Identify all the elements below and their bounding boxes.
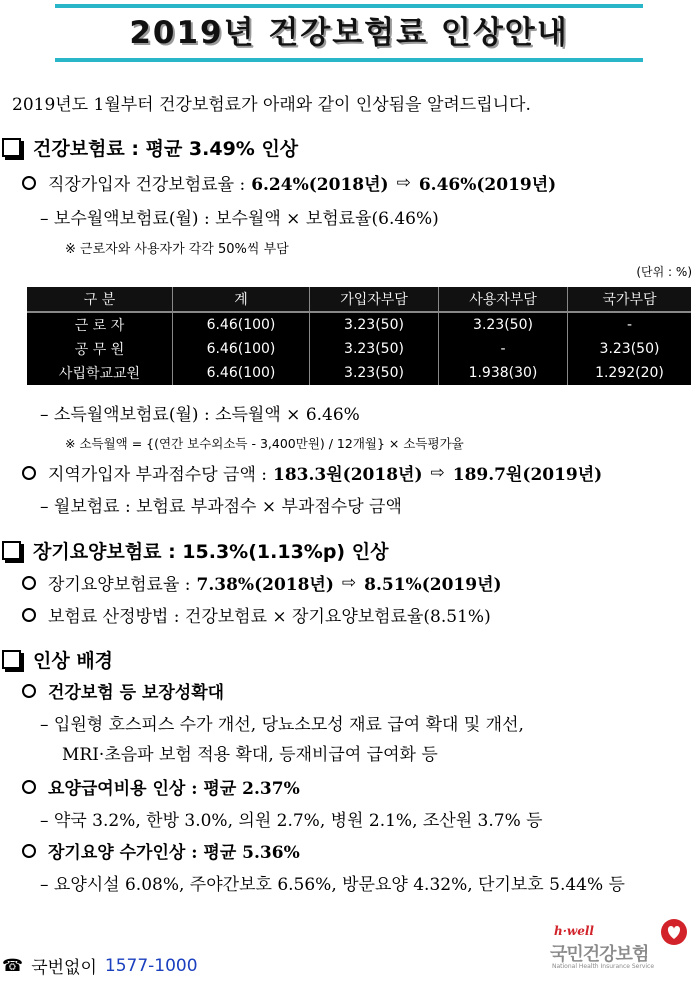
ltc-rate-to: 8.51%(2019년) xyxy=(364,575,502,595)
table-row xyxy=(27,361,691,385)
ltc-method: 보험료 산정방법 : 건강보험료 × 장기요양보험료율(8.51%) xyxy=(48,607,491,627)
contribution-table xyxy=(27,287,691,385)
table-header-cell: 계 xyxy=(173,287,310,312)
title-line-bottom xyxy=(55,58,643,62)
section-background xyxy=(2,646,113,673)
table-cell: 6.46(100) xyxy=(173,337,310,361)
table-cell: 공 무 원 xyxy=(27,337,173,361)
bg-item-ltc-fee xyxy=(22,838,300,863)
bg-item-ltc-fee-detail: – 요양시설 6.08%, 주야간보호 6.56%, 방문요양 4.32%, 단기보호 5.44% 등 xyxy=(40,875,625,895)
page-title: 2019년 건강보험료 인상안내 xyxy=(129,15,569,51)
employee-rate-line xyxy=(22,170,556,195)
regional-from: 183.3원(2018년) xyxy=(273,465,423,485)
employee-rate-label: 직장가입자 건강보험료율 : xyxy=(48,175,246,195)
logo-name-en: National Health Insurance Service xyxy=(552,963,655,970)
title-line-top xyxy=(55,4,643,8)
bg-item-label: 요양급여비용 인상 : 평균 2.37% xyxy=(48,779,300,799)
table-cell: - xyxy=(439,337,568,361)
circle-bullet-icon xyxy=(22,466,36,480)
phone-label: 국번없이 xyxy=(31,958,97,978)
telephone-icon: ☎ xyxy=(2,955,24,976)
circle-bullet-icon xyxy=(22,608,36,622)
right-arrow-icon: ⇨ xyxy=(396,172,411,193)
income-note: ※ 소득월액 = {(연간 보수외소득 - 3,400만원) / 12개월} × 소득평가율 xyxy=(65,436,464,451)
section-heading: 장기요양보험료 : 15.3%(1.13%p) 인상 xyxy=(33,541,389,563)
table-header-cell: 사용자부담 xyxy=(439,287,568,312)
bg-item-label: 장기요양 수가인상 : 평균 5.36% xyxy=(48,843,300,863)
heart-icon xyxy=(660,918,688,946)
table-cell: 1.938(30) xyxy=(439,361,568,385)
intro-text: 2019년도 1월부터 건강보험료가 아래와 같이 인상됨을 알려드립니다. xyxy=(12,95,531,115)
bg-item-coverage-detail-cont: MRI·초음파 보험 적용 확대, 등재비급여 급여화 등 xyxy=(62,745,438,765)
right-arrow-icon: ⇨ xyxy=(430,462,445,483)
bg-item-benefit-cost-detail: – 약국 3.2%, 한방 3.0%, 의원 2.7%, 병원 2.1%, 조산원 3.7% 등 xyxy=(40,811,543,831)
bg-item-label: 건강보험 등 보장성확대 xyxy=(48,683,225,703)
table-header-cell: 가입자부담 xyxy=(310,287,439,312)
wage-formula: – 보수월액보험료(월) : 보수월액 × 보험료율(6.46%) xyxy=(40,209,439,229)
regional-line xyxy=(22,460,602,485)
table-cell: 사립학교교원 xyxy=(27,361,173,385)
bg-item-benefit-cost xyxy=(22,774,300,799)
table-cell: 6.46(100) xyxy=(173,361,310,385)
regional-formula: – 월보험료 : 보험료 부과점수 × 부과점수당 금액 xyxy=(40,497,402,517)
logo-brand: h·well xyxy=(554,924,594,938)
nhis-logo xyxy=(548,918,688,974)
section-health-insurance xyxy=(2,134,298,161)
circle-bullet-icon xyxy=(22,844,36,858)
table-cell: 3.23(50) xyxy=(439,312,568,337)
square-bullet-icon xyxy=(2,650,21,669)
section-heading: 인상 배경 xyxy=(33,650,114,672)
unit-label: (단위 : %) xyxy=(636,265,692,279)
logo-name-ko: 국민건강보험 xyxy=(550,944,649,965)
section-heading: 건강보험료 : 평균 3.49% 인상 xyxy=(33,138,299,160)
table-cell: 1.292(20) xyxy=(595,365,664,381)
ltc-rate-line xyxy=(22,570,502,595)
wage-note: ※ 근로자와 사용자가 각각 50%씩 부담 xyxy=(65,242,289,257)
ltc-rate-label: 장기요양보험료율 : xyxy=(48,575,191,595)
table-cell: - xyxy=(626,317,633,333)
phone-number[interactable]: 1577-1000 xyxy=(104,955,198,976)
bg-item-coverage-detail: – 입원형 호스피스 수가 개선, 당뇨소모성 재료 급여 확대 및 개선, xyxy=(40,715,524,735)
title-banner xyxy=(55,4,643,62)
table-row xyxy=(27,337,691,361)
circle-bullet-icon xyxy=(22,684,36,698)
phone-contact xyxy=(2,953,198,978)
square-bullet-icon xyxy=(2,541,21,560)
employee-rate-from: 6.24%(2018년) xyxy=(251,175,389,195)
table-header-row xyxy=(27,287,691,312)
table-cell: 3.23(50) xyxy=(310,337,439,361)
ltc-method-line xyxy=(22,602,491,627)
bg-item-coverage xyxy=(22,678,224,703)
ltc-rate-from: 7.38%(2018년) xyxy=(196,575,334,595)
circle-bullet-icon xyxy=(22,176,36,190)
table-cell: 6.46(100) xyxy=(173,312,310,337)
circle-bullet-icon xyxy=(22,780,36,794)
table-cell: 근 로 자 xyxy=(27,312,173,337)
employee-rate-to: 6.46%(2019년) xyxy=(418,175,557,195)
regional-to: 189.7원(2019년) xyxy=(452,465,603,485)
table-row xyxy=(27,312,691,337)
table-cell: 3.23(50) xyxy=(310,361,439,385)
circle-bullet-icon xyxy=(22,576,36,590)
square-bullet-icon xyxy=(2,138,21,157)
income-formula: – 소득월액보험료(월) : 소득월액 × 6.46% xyxy=(40,405,360,425)
right-arrow-icon: ⇨ xyxy=(341,572,357,593)
table-cell: 3.23(50) xyxy=(310,312,439,337)
table-header-cell: 구 분 xyxy=(27,287,173,312)
table-cell: 3.23(50) xyxy=(599,341,660,357)
regional-label: 지역가입자 부과점수당 금액 : xyxy=(48,465,268,485)
section-long-term-care xyxy=(2,537,388,564)
table-header-cell: 국가부담 xyxy=(568,287,692,312)
